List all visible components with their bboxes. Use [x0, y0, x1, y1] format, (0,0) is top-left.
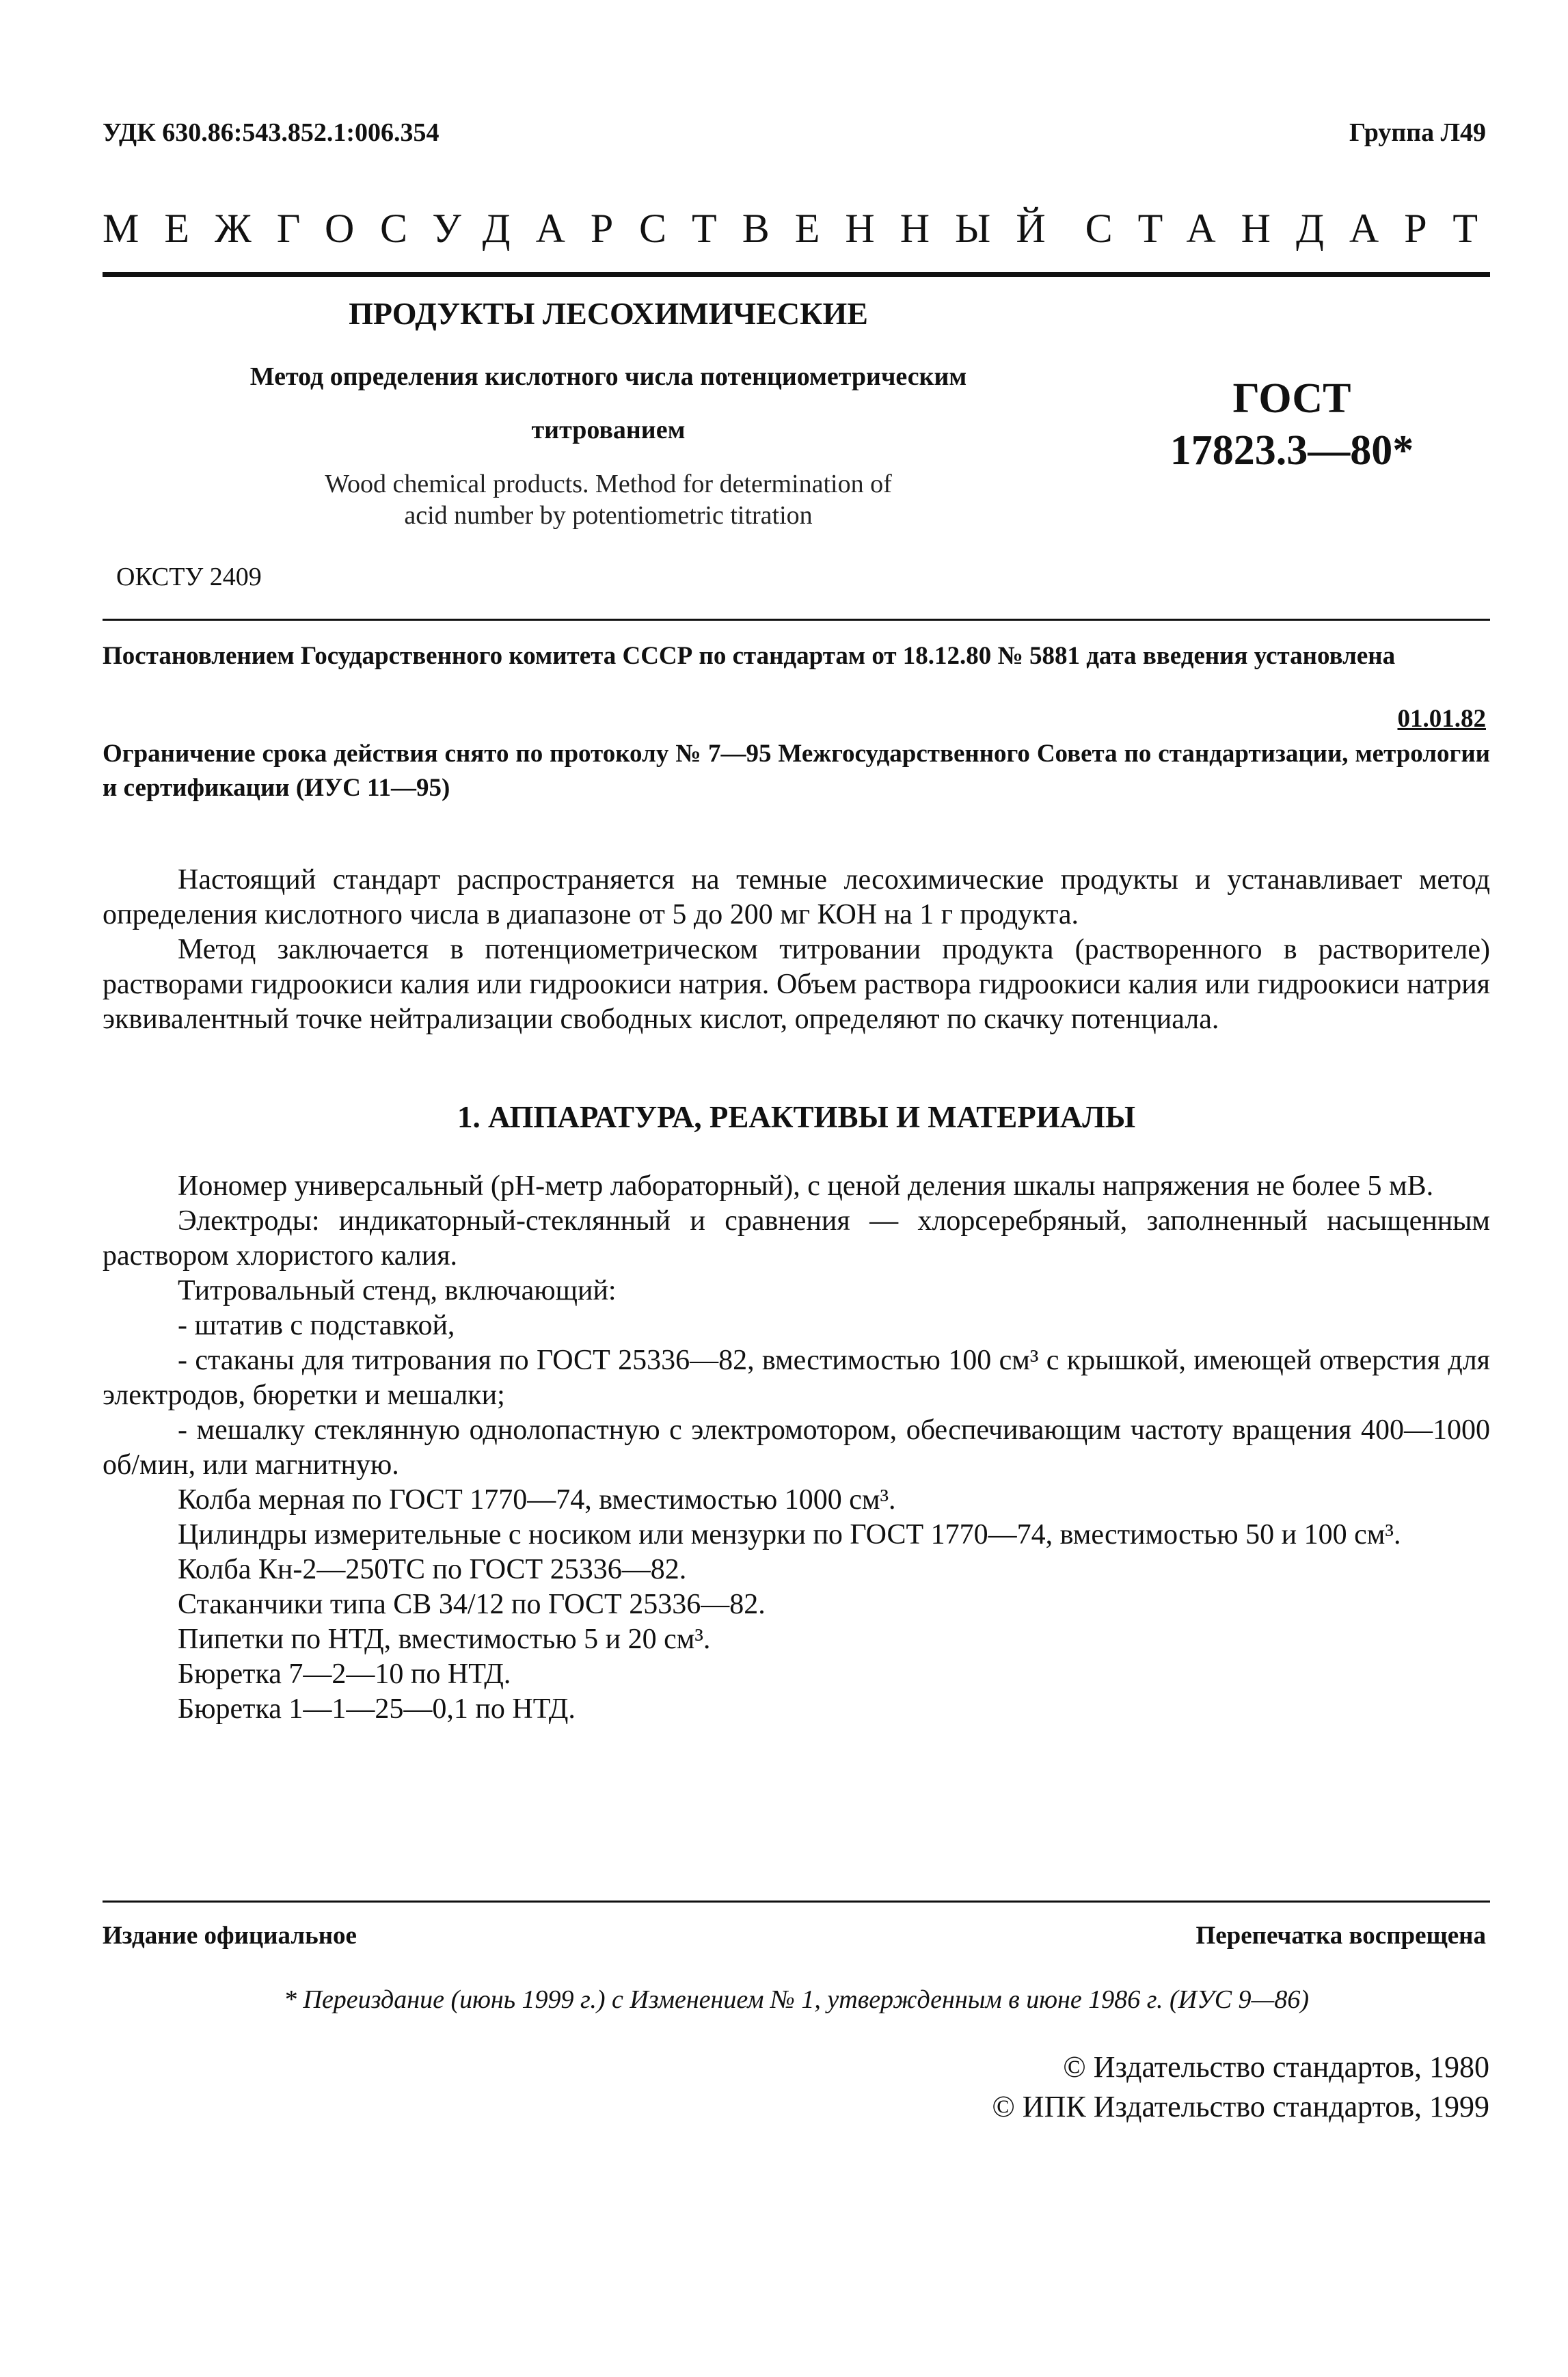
subtitle-line-2: титрованием [531, 416, 686, 444]
okstu-code: ОКСТУ 2409 [116, 563, 262, 591]
list-item: - штатив с подставкой, [178, 1310, 455, 1341]
english-title [103, 468, 1114, 531]
list-item: Титровальный стенд, включающий: [178, 1275, 617, 1306]
subtitle-line-1: Метод определения кислотного числа потенциометрическим [249, 362, 967, 391]
list-item: Бюретка 7—2—10 по НТД. [178, 1658, 511, 1690]
list-item: - мешалку стеклянную однолопастную с электромотором, обеспечивающим частоту вращения 400—1000 об/мин, или магнитную. [103, 1414, 1490, 1481]
intro-paragraph: Настоящий стандарт распространяется на темные лесохимические продукты и устанавливает метод определения кислотного числа в диапазоне от 5 до 200 мг КОН на 1 г продукта. [103, 864, 1490, 930]
list-item: Колба Кн-2—250ТС по ГОСТ 25336—82. [178, 1554, 687, 1585]
copyright-1980: © Издательство стандартов, 1980 [1063, 2050, 1489, 2084]
section-heading: 1. АППАРАТУРА, РЕАКТИВЫ И МАТЕРИАЛЫ [457, 1100, 1136, 1134]
list-item: Электроды: индикаторный-стеклянный и сравнения — хлорсеребряный, заполненный насыщенным раствором хлористого калия. [103, 1205, 1490, 1272]
interstate-heading: МЕЖГОСУДАРСТВЕННЫЙ [103, 206, 1071, 251]
method-paragraph: Метод заключается в потенциометрическом титровании продукта (растворенного в растворителе) растворами гидроокиси калия или гидроокиси натрия. Объем раствора гидроокиси калия или гидроокиси натрия эквивалентный точке нейтрализации свободных кислот, определяют по скачку потенциала. [103, 934, 1490, 1035]
udk-code: УДК 630.86:543.852.1:006.354 [103, 118, 440, 147]
standard-heading: СТАНДАРТ [1085, 206, 1503, 251]
english-title-line-2: acid number by potentiometric titration [404, 501, 813, 530]
list-item: Иономер универсальный (рН-метр лабораторный), с ценой деления шкалы напряжения не более 5 мВ. [178, 1170, 1434, 1202]
list-item: - стаканы для титрования по ГОСТ 25336—82, вместимостью 100 см³ с крышкой, имеющей отверстия для электродов, бюретки и мешалки; [103, 1345, 1490, 1411]
list-item: Пипетки по НТД, вместимостью 5 и 20 см³. [178, 1624, 711, 1655]
reissue-note: * Переиздание (июнь 1999 г.) с Изменением № 1, утвержденным в июне 1986 г. (ИУС 9—86) [284, 1985, 1309, 2014]
gost-designation [1162, 373, 1422, 476]
list-item: Бюретка 1—1—25—0,1 по НТД. [178, 1693, 576, 1725]
gost-number: 17823.3—80* [1170, 427, 1414, 474]
decree-divider [103, 619, 1490, 621]
restriction-note: Ограничение срока действия снято по протоколу № 7—95 Межгосударственного Совета по стандартизации, метрологии и сертификации (ИУС 11—95) [103, 740, 1490, 802]
introduction-date: 01.01.82 [1397, 705, 1486, 733]
footer-divider [103, 1901, 1490, 1903]
document-subtitle [103, 350, 1114, 457]
gost-label: ГОСТ [1232, 375, 1351, 422]
list-item: Колба мерная по ГОСТ 1770—74, вместимостью 1000 см³. [178, 1484, 896, 1516]
english-title-line-1: Wood chemical products. Method for determination of [325, 470, 892, 498]
document-title: ПРОДУКТЫ ЛЕСОХИМИЧЕСКИЕ [349, 296, 868, 331]
copyright-1999: © ИПК Издательство стандартов, 1999 [992, 2090, 1489, 2123]
top-divider [103, 272, 1490, 277]
group-code: Группа Л49 [1349, 118, 1486, 147]
intro-section [103, 863, 1490, 1037]
list-item: Стаканчики типа СВ 34/12 по ГОСТ 25336—82. [178, 1589, 766, 1620]
decree-text: Постановлением Государственного комитета СССР по стандартам от 18.12.80 № 5881 дата введения установлена [103, 642, 1396, 670]
list-item: Цилиндры измерительные с носиком или мензурки по ГОСТ 1770—74, вместимостью 50 и 100 см³. [178, 1519, 1401, 1550]
equipment-list [103, 1169, 1490, 1727]
official-edition: Издание официальное [103, 1922, 357, 1950]
reprint-notice: Перепечатка воспрещена [1195, 1922, 1486, 1950]
